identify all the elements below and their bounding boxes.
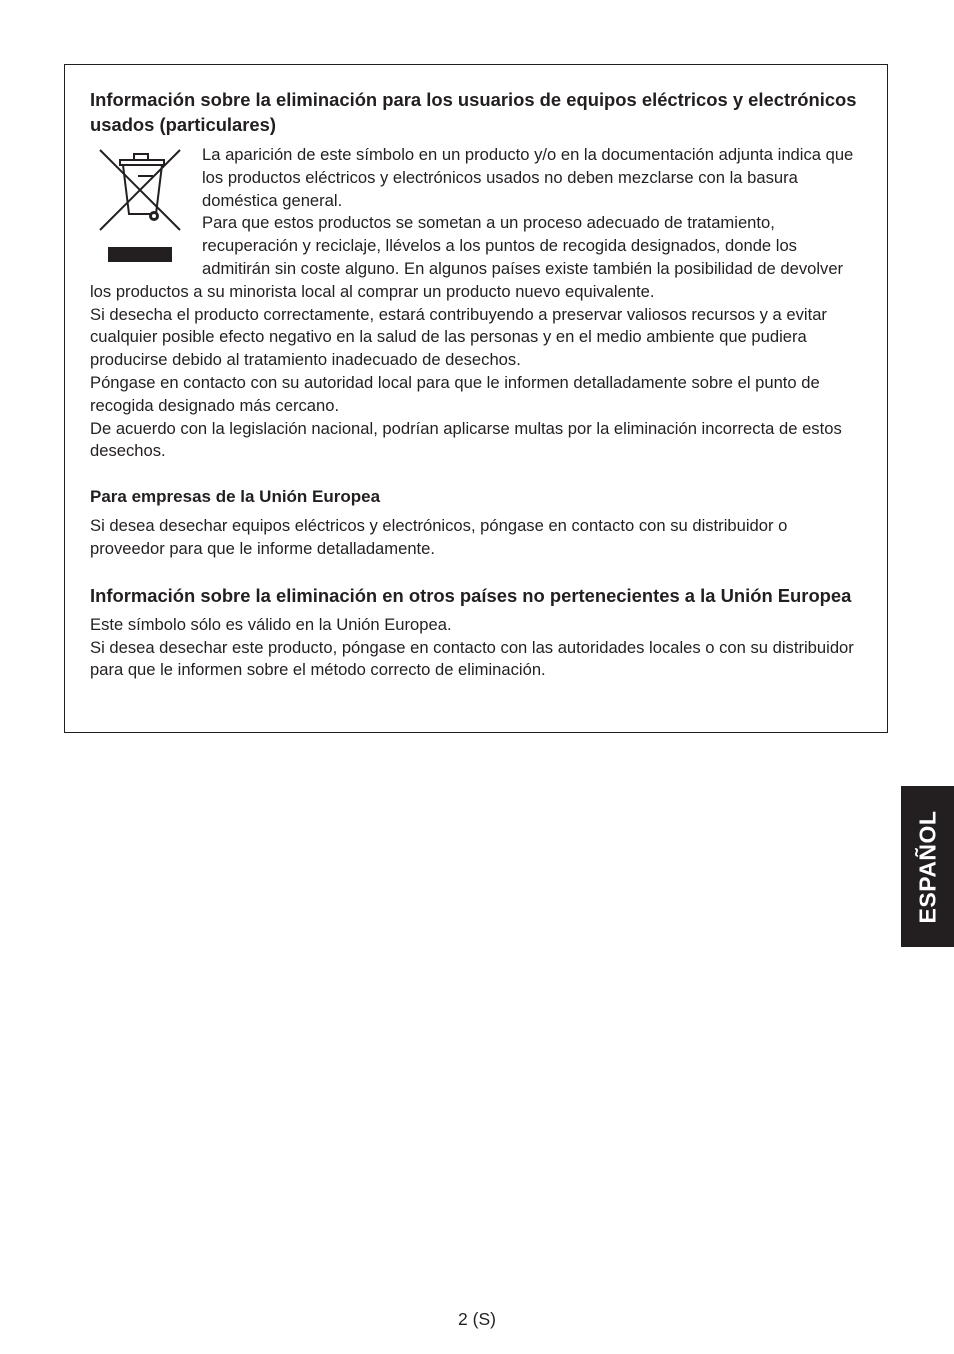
disposal-paragraph-5: De acuerdo con la legislación nacional, podrían aplicarse multas por la eliminación incorrecta de estos desechos.	[90, 418, 842, 461]
notice-content	[90, 87, 866, 682]
business-eu-heading: Para empresas de la Unión Europea	[90, 487, 381, 507]
disposal-paragraph-4: Póngase en contacto con su autoridad local para que le informen detalladamente sobre el punto de recogida designado más cercano.	[90, 372, 820, 415]
disposal-notice-box	[64, 64, 888, 733]
page-number: 2 (S)	[458, 1309, 496, 1329]
disposal-paragraph-3: Si desecha el producto correctamente, estará contribuyendo a preservar valiosos recursos y a evitar cualquier posible efecto negativo en la salud de las personas y en el medio ambiente que pudiera producirse debido al tratamiento inadecuado de desechos.	[90, 304, 827, 370]
outside-eu-paragraph-2: Si desea desechar este producto, póngase en contacto con las autoridades locales o con su distribuidor para que le informen sobre el método correcto de eliminación.	[90, 637, 854, 680]
language-tab-label: ESPAÑOL	[914, 810, 940, 923]
disposal-info-body	[90, 144, 866, 463]
crossed-out-wheelie-bin-icon	[98, 146, 182, 266]
weee-symbol	[90, 144, 202, 271]
disposal-info-heading: Información sobre la eliminación para los usuarios de equipos eléctricos y electrónicos usados (particulares)	[90, 89, 857, 135]
disposal-paragraph-1: La aparición de este símbolo en un producto y/o en la documentación adjunta indica que los productos eléctricos y electrónicos usados no deben mezclarse con la basura doméstica general.	[202, 145, 854, 210]
outside-eu-paragraph-1: Este símbolo sólo es válido en la Unión Europea.	[90, 614, 452, 634]
business-eu-section	[90, 485, 866, 561]
outside-eu-section	[90, 583, 866, 682]
language-tab	[901, 786, 954, 947]
outside-eu-heading: Información sobre la eliminación en otros países no pertenecientes a la Unión Europea	[90, 584, 852, 606]
business-eu-text: Si desea desechar equipos eléctricos y electrónicos, póngase en contacto con su distribuidor o proveedor para que le informe detalladamente.	[90, 516, 788, 558]
disposal-paragraph-2: Para que estos productos se sometan a un proceso adecuado de tratamiento, recuperación y reciclaje, llévelos a los puntos de recogida designados, donde los admitirán sin coste alguno. En algunos países existe también la posibilidad de devolver los productos a su minorista local al comprar un producto nuevo equivalente.	[90, 213, 844, 301]
